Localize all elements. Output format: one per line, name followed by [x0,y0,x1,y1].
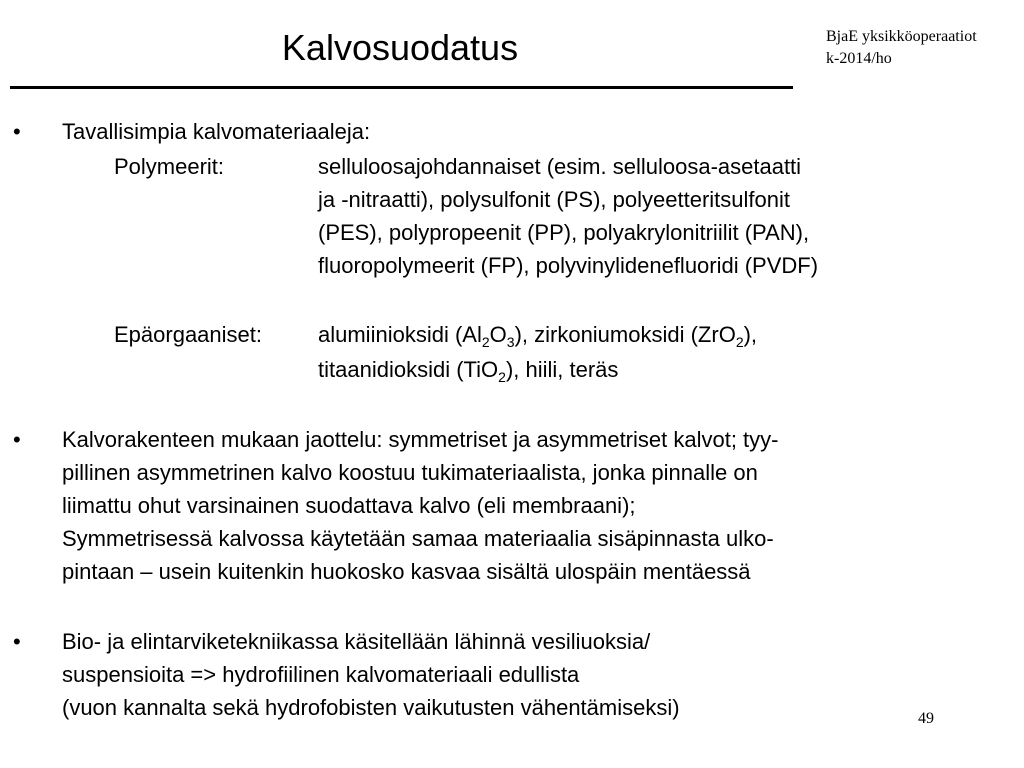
polymers-line: selluloosajohdannaiset (esim. selluloosa-asetaatti [318,154,802,179]
inorganic-line: titaanidioksidi (TiO$_2$), hiili, teräs [318,357,619,385]
bullet-1-heading: Tavallisimpia kalvomateriaaleja: [62,119,371,144]
bullet-marker: • [13,119,21,144]
bullet-3-line: (vuon kannalta sekä hydrofobisten vaikutusten vähentämiseksi) [62,695,680,720]
inorganic-label: Epäorgaaniset: [114,322,262,347]
bullet-2-line: pillinen asymmetrinen kalvo koostuu tukimateriaalista, jonka pinnalle on [62,460,758,485]
bullet-3-line: Bio- ja elintarviketekniikassa käsitellään lähinnä vesiliuoksia/ [62,629,651,654]
polymers-label: Polymeerit: [114,154,225,179]
bullet-marker: • [13,427,21,452]
bullet-2-line: liimattu ohut varsinainen suodattava kalvo (eli membraani); [62,493,636,518]
polymers-line: (PES), polypropeenit (PP), polyakrylonitriilit (PAN), [318,220,810,245]
bullet-2-line: Kalvorakenteen mukaan jaottelu: symmetriset ja asymmetriset kalvot; tyy- [62,427,779,452]
polymers-line: ja -nitraatti), polysulfonit (PS), polyeetteritsulfonit [318,187,790,212]
slide-title: Kalvosuodatus [281,27,519,68]
title-underline [10,86,793,89]
course-label-line-1: BjaE yksikköoperaatiot [826,28,977,45]
bullet-2-line: Symmetrisessä kalvossa käytetään samaa materiaalia sisäpinnasta ulko- [62,526,774,551]
bullet-marker: • [13,629,21,654]
polymers-line: fluoropolymeerit (FP), polyvinylidenefluoridi (PVDF) [318,253,819,278]
course-label [826,26,1024,70]
course-label-line-2: k-2014/ho [826,50,892,67]
bullet-2-line: pintaan – usein kuitenkin huokosko kasvaa sisältä ulospäin mentäessä [62,559,751,584]
page-number: 49 [918,710,934,727]
bullet-3-line: suspensioita => hydrofiilinen kalvomateriaali edullista [62,662,580,687]
inorganic-line: alumiinioksidi $(Al_2O_3)$, zirkoniumoksidi (ZrO$_2$), [318,322,758,350]
